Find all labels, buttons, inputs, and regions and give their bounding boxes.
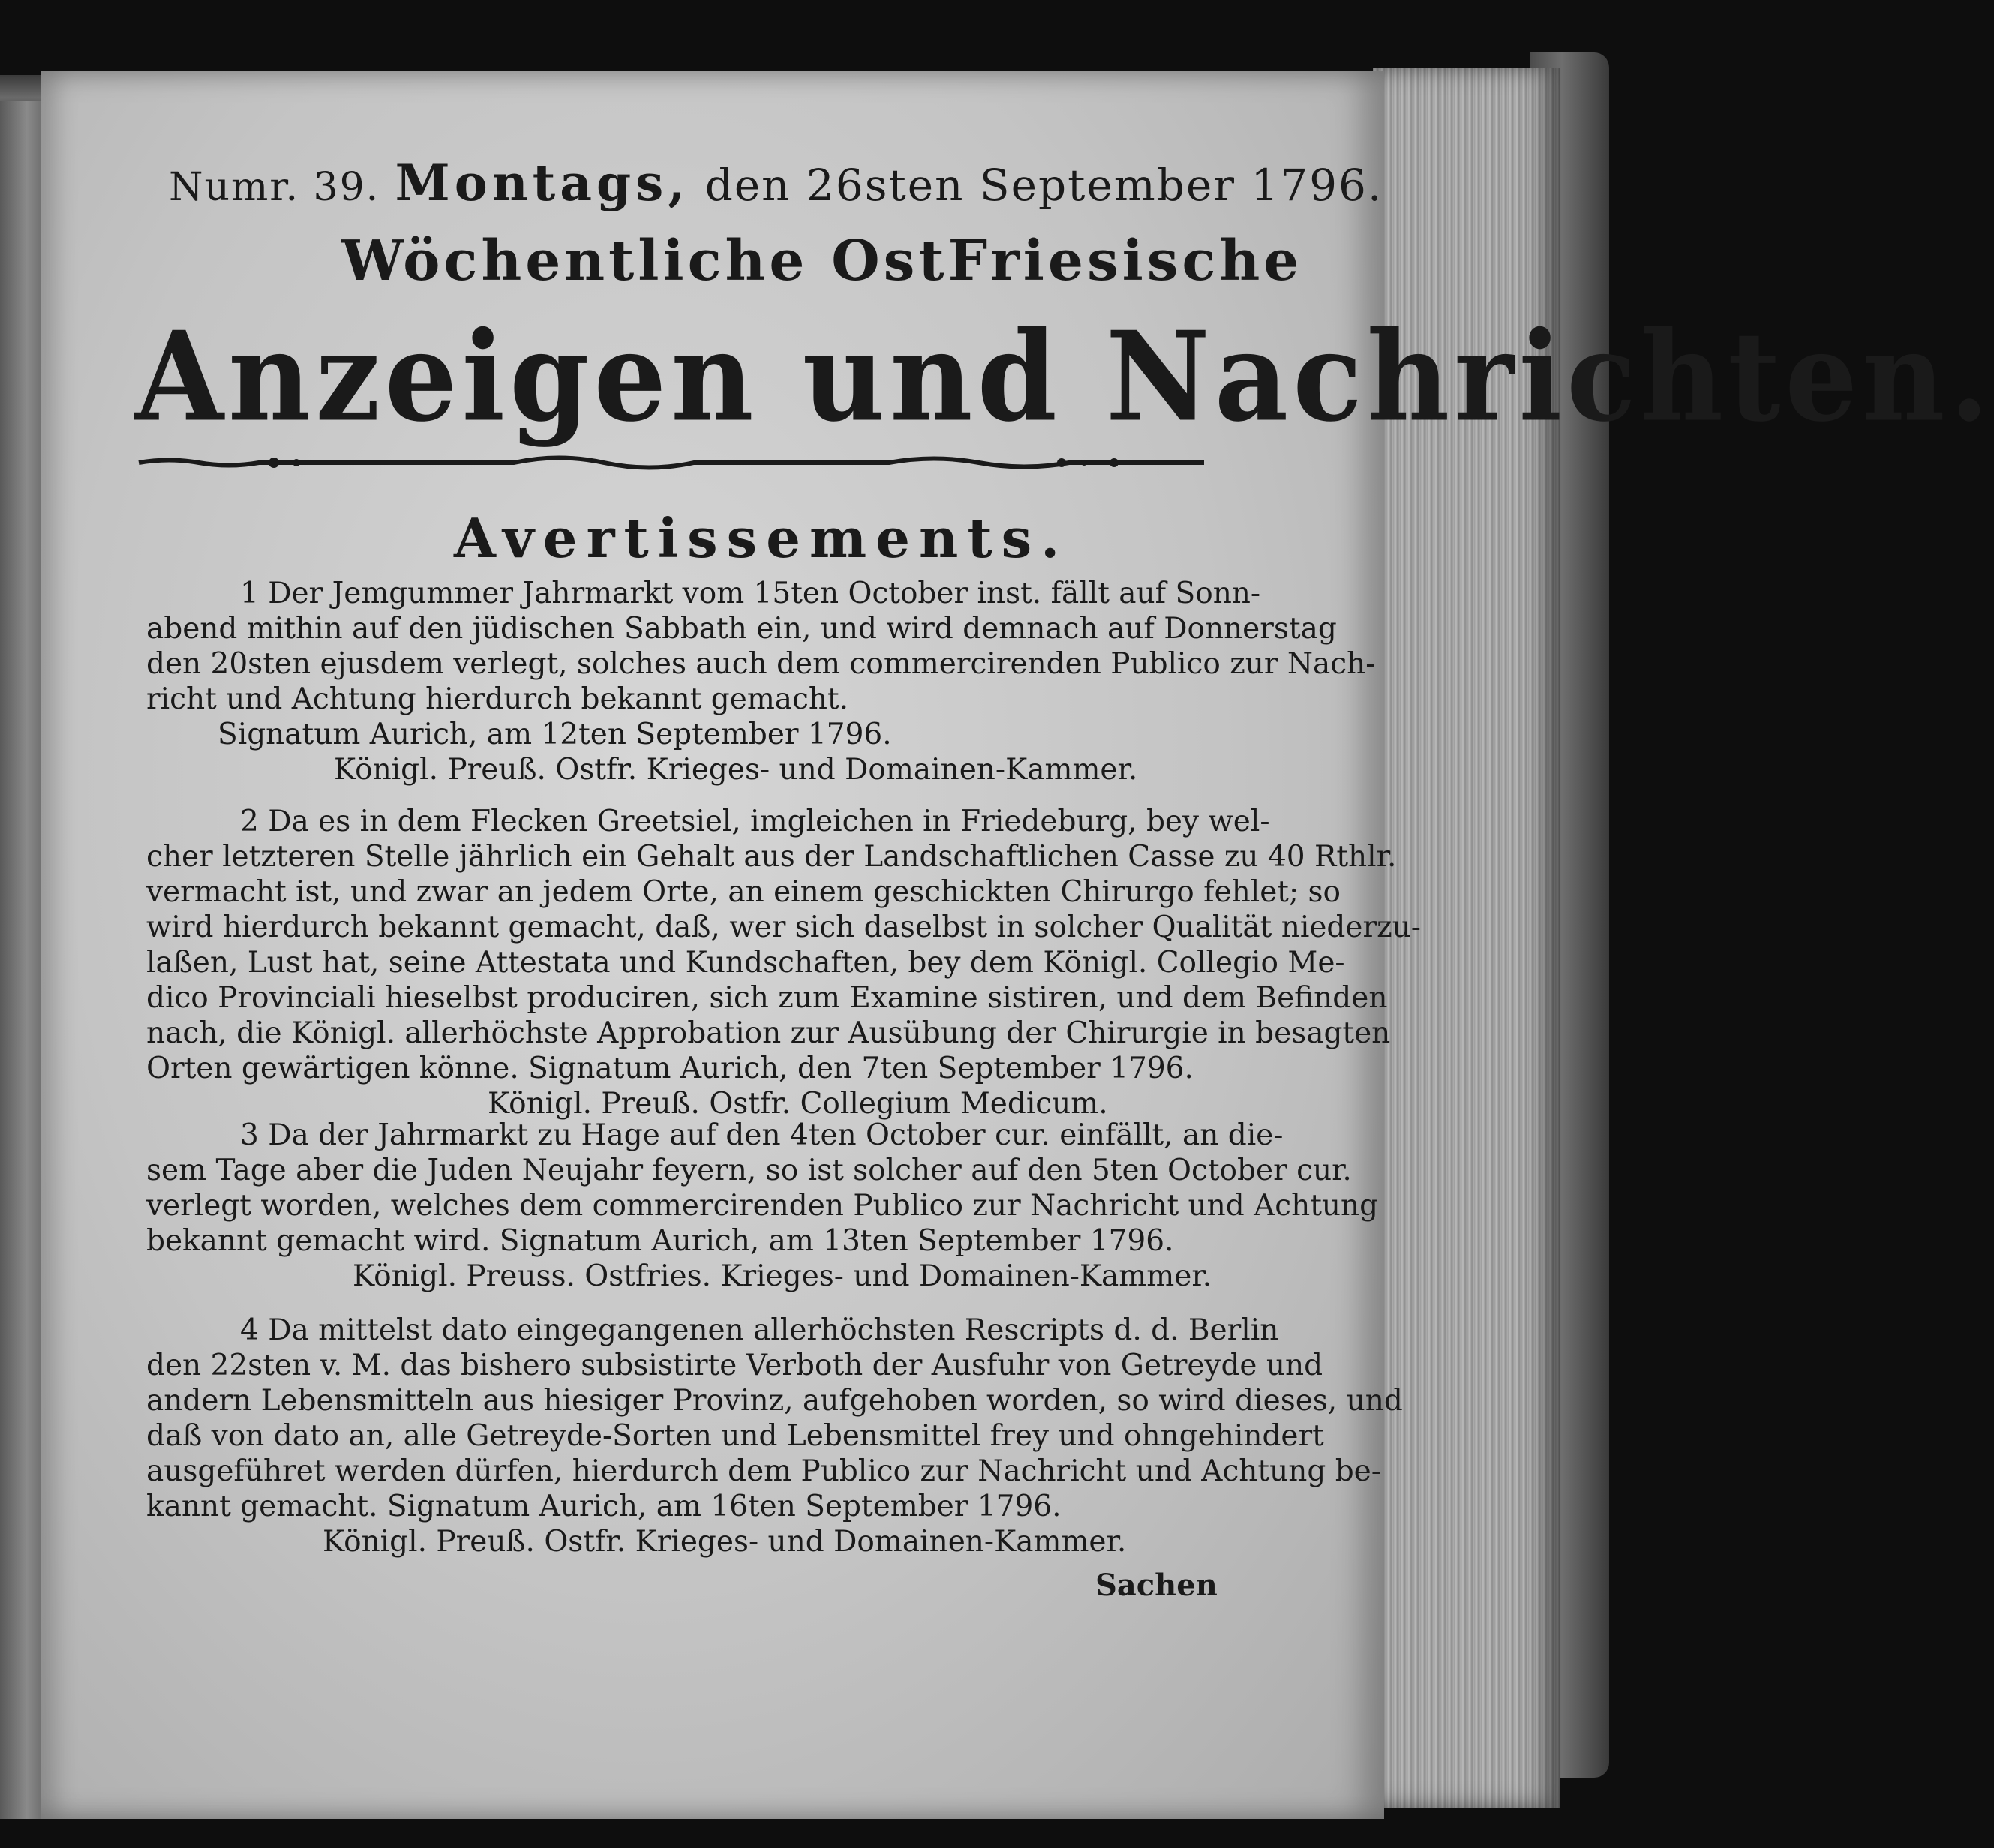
notice-4 — [146, 1312, 1403, 1559]
notice-line: den 22sten v. M. das bishero subsistirte Verboth der Ausfuhr von Getreyde und — [146, 1348, 1323, 1382]
ornamental-rule — [139, 450, 1204, 476]
notice-2 — [146, 804, 1421, 1121]
notice-line: sem Tage aber die Juden Neujahr feyern, so ist solcher auf den 5ten October cur. — [146, 1154, 1352, 1187]
notice-line: ausgeführet werden dürfen, hierdurch dem Publico zur Nachricht und Achtung be- — [146, 1454, 1381, 1488]
notice-line: Orten gewärtigen könne. Signatum Aurich, den 7ten September 1796. — [146, 1052, 1194, 1085]
notice-line: 2 Da es in dem Flecken Greetsiel, imgleichen in Friedeburg, bey wel- — [240, 805, 1270, 838]
masthead-subtitle: Wöchentliche OstFriesische — [341, 229, 1303, 293]
issue-date: den 26sten September 1796. — [704, 160, 1383, 211]
catchword: Sachen — [1095, 1568, 1218, 1603]
notice-line: andern Lebensmitteln aus hiesiger Provinz, aufgehoben worden, so wird dieses, und — [146, 1384, 1403, 1418]
notice-line: bekannt gemacht wird. Signatum Aurich, am 13ten September 1796. — [146, 1224, 1174, 1258]
notice-line: 1 Der Jemgummer Jahrmarkt vom 15ten October inst. fällt auf Sonn- — [240, 577, 1261, 610]
notice-3 — [146, 1118, 1378, 1294]
notice-line: wird hierdurch bekannt gemacht, daß, wer sich daselbst in solcher Qualität niederzu- — [146, 910, 1421, 944]
issue-number: Numr. 39. — [169, 165, 380, 210]
masthead-title: Anzeigen und Nachrichten. — [135, 304, 1994, 449]
notice-line: verlegt worden, welches dem commercirenden Publico zur Nachricht und Achtung — [146, 1189, 1379, 1222]
notice-line: laßen, Lust hat, seine Attestata und Kundschaften, bey dem Königl. Collegio Me- — [146, 946, 1345, 980]
notice-line: richt und Achtung hierdurch bekannt gemacht. — [146, 682, 849, 716]
notice-authority: Königl. Preuß. Ostfr. Krieges- und Domainen-Kammer. — [323, 1525, 1127, 1558]
notice-line: 3 Da der Jahrmarkt zu Hage auf den 4ten October cur. einfällt, an die- — [240, 1118, 1284, 1152]
notice-line: daß von dato an, alle Getreyde-Sorten und Lebensmittel frey und ohngehindert — [146, 1419, 1324, 1453]
notice-line: cher letzteren Stelle jährlich ein Gehalt aus der Landschaftlichen Casse zu 40 Rthlr. — [146, 840, 1397, 874]
notice-line: dico Provinciali hieselbst produciren, sich zum Examine sistiren, und dem Befinden — [146, 981, 1388, 1015]
notice-authority: Königl. Preuß. Ostfr. Collegium Medicum. — [488, 1087, 1108, 1120]
notice-line: den 20sten ejusdem verlegt, solches auch dem commercirenden Publico zur Nach- — [146, 647, 1376, 681]
issue-header — [169, 154, 1383, 212]
notice-signature: Signatum Aurich, am 12ten September 1796. — [218, 718, 892, 752]
notice-line: 4 Da mittelst dato eingegangenen allerhöchsten Rescripts d. d. Berlin — [240, 1313, 1279, 1347]
notice-line: vermacht ist, und zwar an jedem Orte, an einem geschickten Chirurgo fehlet; so — [146, 875, 1341, 909]
notice-authority: Königl. Preuss. Ostfries. Krieges- und Domainen-Kammer. — [353, 1259, 1212, 1293]
issue-weekday: Montags, — [395, 154, 690, 212]
notice-authority: Königl. Preuß. Ostfr. Krieges- und Domainen-Kammer. — [334, 753, 1138, 787]
notice-line: abend mithin auf den jüdischen Sabbath ein, und wird demnach auf Donnerstag — [146, 612, 1337, 646]
left-page-edge — [0, 101, 45, 1819]
notice-line: nach, die Königl. allerhöchste Approbation zur Ausübung der Chirurgie in besagten — [146, 1016, 1391, 1050]
notice-1 — [146, 576, 1375, 788]
section-title: Avertissements. — [454, 506, 1069, 570]
notice-line: kannt gemacht. Signatum Aurich, am 16ten September 1796. — [146, 1490, 1062, 1523]
